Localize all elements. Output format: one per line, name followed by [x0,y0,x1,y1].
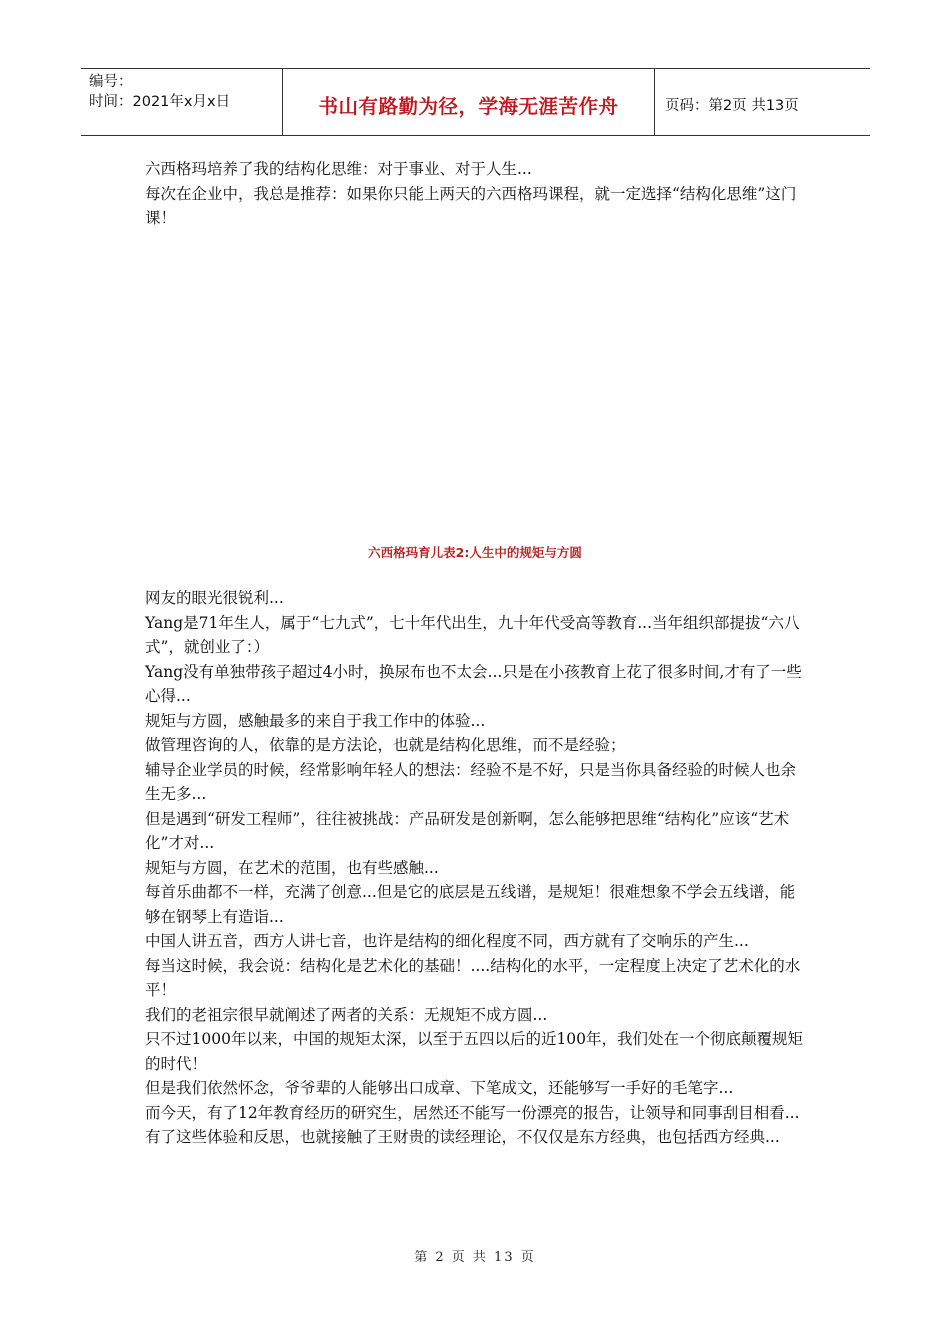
paragraph: 但是我们依然怀念，爷爷辈的人能够出口成章、下笔成文，还能够写一手好的毛笔字... [145,1079,734,1097]
paragraph: 规矩与方圆，在艺术的范围，也有些感触... [145,858,439,877]
header-motto: 书山有路勤为径，学海无涯苦作舟 [283,69,655,135]
paragraph: 辅导企业学员的时候，经常影响年轻人的想法：经验不是不好，只是当你具备经验的时候人也余生无多... [145,760,797,803]
paragraph: 只不过1000年以来，中国的规矩太深，以至于五四以后的近100年，我们处在一个彻底颠覆规矩的时代！ [145,1030,804,1073]
document-number-label: 编号： [89,74,133,90]
paragraph: 我们的老祖宗很早就阐述了两者的关系：无规矩不成方圆... [145,1005,548,1024]
paragraph: 但是遇到“研发工程师”，往往被挑战：产品研发是创新啊，怎么能够把思维“结构化”应该“艺术化”才对... [145,809,790,852]
header-meta [81,69,283,135]
section-title: 六西格玛育儿表2:人生中的规矩与方圆 [368,545,582,560]
paragraph: 网友的眼光很锐利... [145,589,284,607]
main-text [145,586,810,1150]
paragraph: 每当这时候，我会说：结构化是艺术化的基础！....结构化的水平，一定程度上决定了艺术化的水平！ [145,956,801,999]
paragraph: 而今天，有了12年教育经历的研究生，居然还不能写一份漂亮的报告，让领导和同事刮目相看... [145,1103,800,1122]
paragraph: 每首乐曲都不一样，充满了创意...但是它的底层是五线谱，是规矩！很难想象不学会五线谱，能够在钢琴上有造诣... [145,883,796,926]
paragraph: 每次在企业中，我总是推荐：如果你只能上两天的六西格玛课程，就一定选择“结构化思维”这门课！ [145,184,797,227]
paragraph: 六西格玛培养了我的结构化思维：对于事业、对于人生... [145,160,532,178]
page-header [81,68,870,136]
paragraph: 有了这些体验和反思，也就接触了王财贵的读经理论，不仅仅是东方经典，也包括西方经典... [145,1128,780,1146]
paragraph: Yang没有单独带孩子超过4小时，换尿布也不太会...只是在小孩教育上花了很多时间,才有了一些心得... [145,662,802,705]
header-page-info: 页码：第2页 共13页 [665,97,799,114]
page-footer: 第 2 页 共 13 页 [414,1250,536,1265]
paragraph: Yang是71年生人，属于“七九式”，七十年代出生，九十年代受高等教育...当年组织部提拔“六八式”，就创业了：） [145,613,800,656]
paragraph: 规矩与方圆，感触最多的来自于我工作中的体验... [145,711,486,730]
document-date: 时间：2021年x月x日 [89,94,231,110]
intro-text [145,157,810,231]
paragraph: 做管理咨询的人，依靠的是方法论，也就是结构化思维，而不是经验； [145,736,626,754]
paragraph: 中国人讲五音，西方人讲七音，也许是结构的细化程度不同，西方就有了交响乐的产生... [145,932,749,950]
